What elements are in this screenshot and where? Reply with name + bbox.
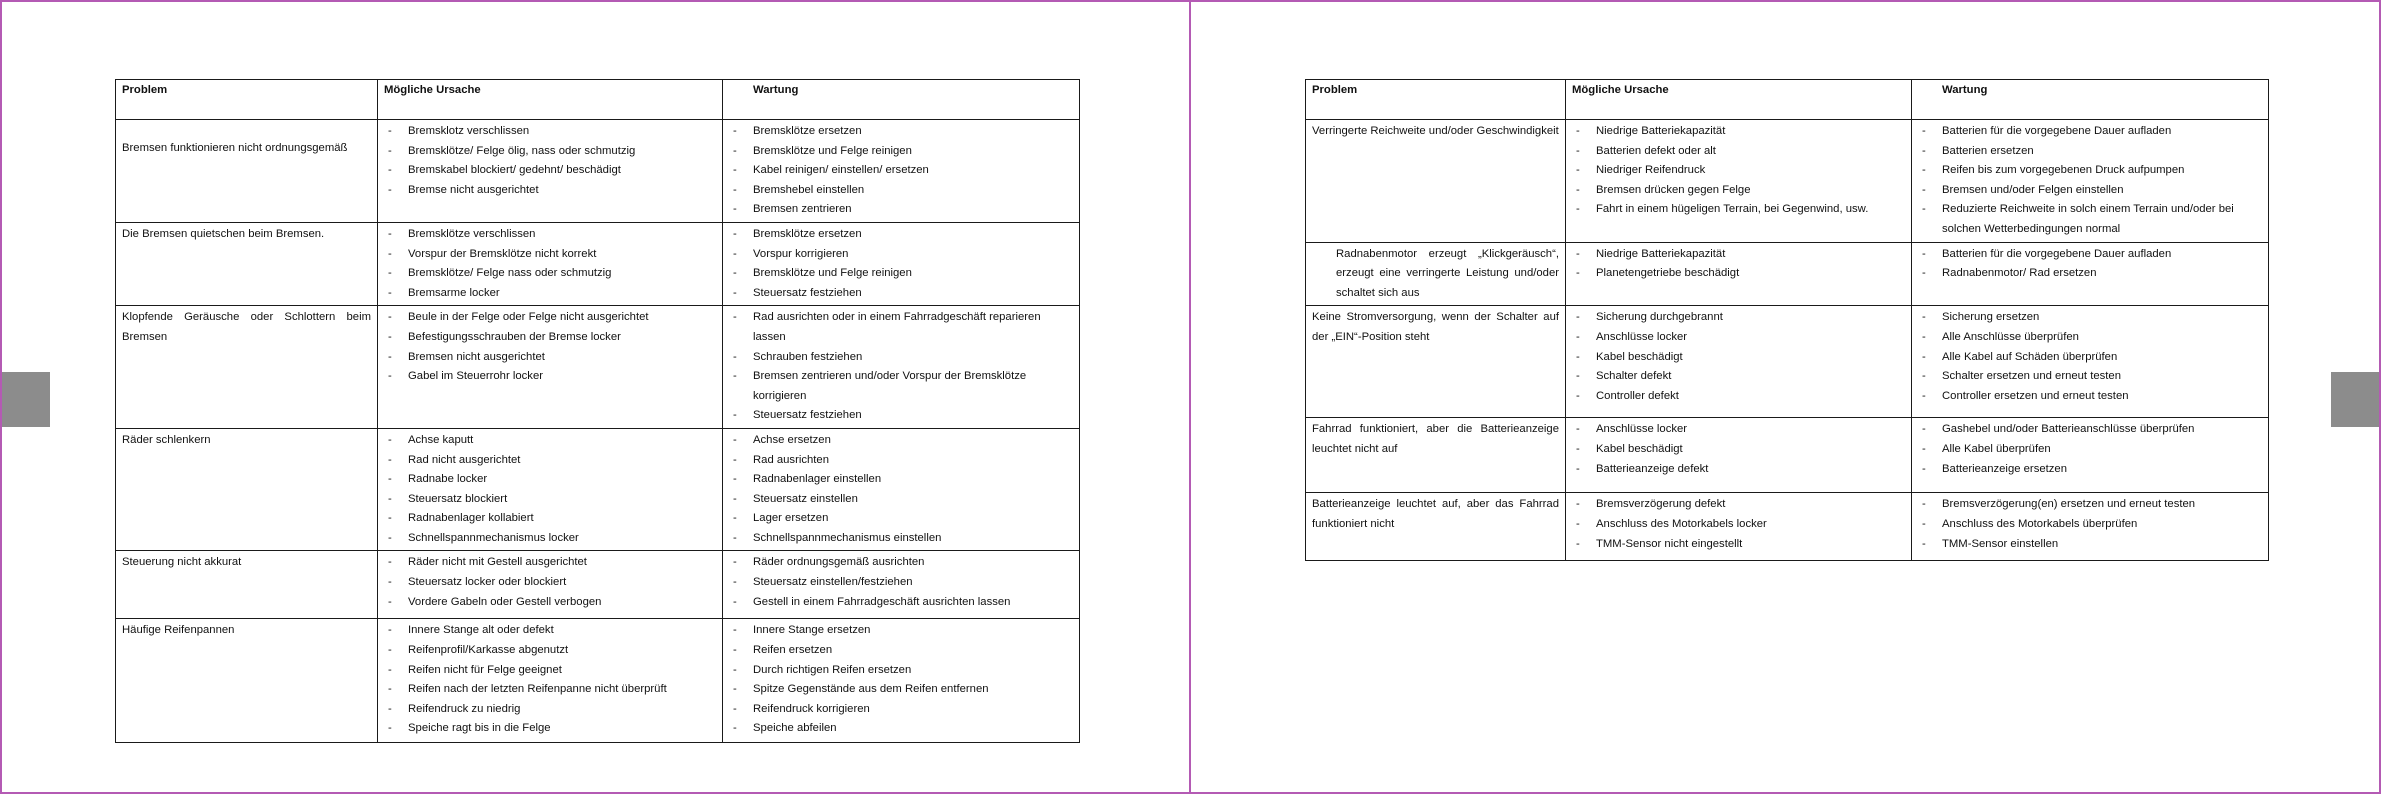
maintenance-item: - Bremsen zentrieren und/oder Vorspur der Bremsklötze korrigieren xyxy=(729,367,1073,406)
maintenance-cell xyxy=(1912,242,2269,306)
maintenance-item: - Steuersatz festziehen xyxy=(729,284,1073,304)
table-row xyxy=(1306,418,2269,493)
cause-item: - Bremsen nicht ausgerichtet xyxy=(384,348,716,368)
cause-item: - Radnabenlager kollabiert xyxy=(384,509,716,529)
cause-cell xyxy=(1566,242,1912,306)
maintenance-cell-list xyxy=(1918,420,2262,479)
right-page xyxy=(1190,0,2381,794)
cause-item: - Bremsklotz verschlissen xyxy=(384,122,716,142)
maintenance-item: - Bremsverzögerung(en) ersetzen und erneut testen xyxy=(1918,495,2262,515)
cause-item: - Reifen nach der letzten Reifenpanne nicht überprüft xyxy=(384,680,716,700)
maintenance-item: - Speiche abfeilen xyxy=(729,719,1073,739)
cause-cell-list xyxy=(384,431,716,549)
cause-item: - Steuersatz blockiert xyxy=(384,490,716,510)
cause-item: - Schalter defekt xyxy=(1572,367,1905,387)
cause-item: - Reifen nicht für Felge geeignet xyxy=(384,661,716,681)
header-maintenance: Wartung xyxy=(723,80,1080,120)
table-row xyxy=(116,428,1080,551)
cause-item: - Anschlüsse locker xyxy=(1572,328,1905,348)
maintenance-cell xyxy=(723,120,1080,223)
cause-item: - Bremskabel blockiert/ gedehnt/ beschädigt xyxy=(384,161,716,181)
cause-cell-list xyxy=(1572,122,1905,220)
cause-cell xyxy=(378,619,723,743)
cause-cell-list xyxy=(384,122,716,200)
maintenance-item: - Rad ausrichten xyxy=(729,451,1073,471)
cause-cell xyxy=(378,551,723,619)
maintenance-item: - Durch richtigen Reifen ersetzen xyxy=(729,661,1073,681)
troubleshooting-table-right xyxy=(1305,79,2269,561)
cause-item: - Bremsen drücken gegen Felge xyxy=(1572,181,1905,201)
cause-cell xyxy=(378,222,723,305)
header-problem: Problem xyxy=(1306,80,1566,120)
problem-cell: Radnabenmotor erzeugt „Klickgeräusch“, erzeugt eine verringerte Leistung und/oder schaltet sich aus xyxy=(1306,242,1566,306)
table-row xyxy=(1306,306,2269,418)
cause-item: - Reifenprofil/Karkasse abgenutzt xyxy=(384,641,716,661)
cause-cell-list xyxy=(384,308,716,386)
problem-cell: Räder schlenkern xyxy=(116,428,378,551)
maintenance-item: - Schrauben festziehen xyxy=(729,348,1073,368)
cause-cell xyxy=(1566,493,1912,561)
maintenance-cell-list xyxy=(1918,122,2262,240)
table-row xyxy=(1306,493,2269,561)
problem-cell: Batterieanzeige leuchtet auf, aber das Fahrrad funktioniert nicht xyxy=(1306,493,1566,561)
maintenance-cell xyxy=(723,551,1080,619)
maintenance-item: - Reifen ersetzen xyxy=(729,641,1073,661)
maintenance-item: - Kabel reinigen/ einstellen/ ersetzen xyxy=(729,161,1073,181)
maintenance-item: - Bremsklötze ersetzen xyxy=(729,122,1073,142)
cause-item: - Bremsverzögerung defekt xyxy=(1572,495,1905,515)
cause-item: - Kabel beschädigt xyxy=(1572,440,1905,460)
maintenance-item: - Reifen bis zum vorgegebenen Druck aufpumpen xyxy=(1918,161,2262,181)
cause-item: - Sicherung durchgebrannt xyxy=(1572,308,1905,328)
maintenance-item: - Bremsklötze und Felge reinigen xyxy=(729,142,1073,162)
cause-item: - Speiche ragt bis in die Felge xyxy=(384,719,716,739)
cause-item: - Niedriger Reifendruck xyxy=(1572,161,1905,181)
cause-cell xyxy=(1566,306,1912,418)
maintenance-cell-list xyxy=(729,122,1073,220)
maintenance-item: - Gashebel und/oder Batterieanschlüsse überprüfen xyxy=(1918,420,2262,440)
maintenance-item: - Bremsen zentrieren xyxy=(729,200,1073,220)
table-body-left xyxy=(116,120,1080,743)
maintenance-cell-list xyxy=(729,308,1073,426)
cause-item: - Steuersatz locker oder blockiert xyxy=(384,573,716,593)
cause-item: - Schnellspannmechanismus locker xyxy=(384,529,716,549)
maintenance-item: - Bremsen und/oder Felgen einstellen xyxy=(1918,181,2262,201)
table-header-row xyxy=(1306,80,2269,120)
problem-cell: Bremsen funktionieren nicht ordnungsgemäß xyxy=(116,120,378,223)
problem-cell: Die Bremsen quietschen beim Bremsen. xyxy=(116,222,378,305)
cause-item: - Radnabe locker xyxy=(384,470,716,490)
maintenance-item: - Gestell in einem Fahrradgeschäft ausrichten lassen xyxy=(729,593,1073,613)
cause-item: - Bremsklötze/ Felge ölig, nass oder schmutzig xyxy=(384,142,716,162)
maintenance-item: - Lager ersetzen xyxy=(729,509,1073,529)
maintenance-item: - Bremsklötze ersetzen xyxy=(729,225,1073,245)
cause-item: - Batterien defekt oder alt xyxy=(1572,142,1905,162)
maintenance-item: - Radnabenmotor/ Rad ersetzen xyxy=(1918,264,2262,284)
cause-item: - Kabel beschädigt xyxy=(1572,348,1905,368)
cause-item: - Niedrige Batteriekapazität xyxy=(1572,122,1905,142)
cause-item: - TMM-Sensor nicht eingestellt xyxy=(1572,535,1905,555)
maintenance-item: - Controller ersetzen und erneut testen xyxy=(1918,387,2262,407)
cause-cell-list xyxy=(384,225,716,303)
cause-item: - Innere Stange alt oder defekt xyxy=(384,621,716,641)
table-body-right xyxy=(1306,120,2269,561)
cause-cell xyxy=(378,306,723,429)
table-row xyxy=(116,306,1080,429)
maintenance-cell xyxy=(723,306,1080,429)
cause-cell-list xyxy=(1572,245,1905,284)
maintenance-cell xyxy=(723,222,1080,305)
maintenance-item: - Achse ersetzen xyxy=(729,431,1073,451)
maintenance-item: - TMM-Sensor einstellen xyxy=(1918,535,2262,555)
cause-cell-list xyxy=(384,621,716,739)
problem-cell: Verringerte Reichweite und/oder Geschwindigkeit xyxy=(1306,120,1566,243)
cause-item: - Räder nicht mit Gestell ausgerichtet xyxy=(384,553,716,573)
maintenance-cell xyxy=(1912,120,2269,243)
maintenance-cell xyxy=(723,428,1080,551)
cause-item: - Bremse nicht ausgerichtet xyxy=(384,181,716,201)
cause-cell xyxy=(378,428,723,551)
cause-cell-list xyxy=(1572,420,1905,479)
problem-cell: Steuerung nicht akkurat xyxy=(116,551,378,619)
cause-cell xyxy=(378,120,723,223)
table-row xyxy=(116,222,1080,305)
cause-item: - Rad nicht ausgerichtet xyxy=(384,451,716,471)
cause-cell-list xyxy=(384,553,716,612)
maintenance-item: - Steuersatz einstellen xyxy=(729,490,1073,510)
table-row xyxy=(116,551,1080,619)
cause-item: - Bremsarme locker xyxy=(384,284,716,304)
cause-item: - Gabel im Steuerrohr locker xyxy=(384,367,716,387)
maintenance-cell xyxy=(1912,306,2269,418)
maintenance-cell xyxy=(1912,493,2269,561)
maintenance-item: - Anschluss des Motorkabels überprüfen xyxy=(1918,515,2262,535)
maintenance-cell-list xyxy=(1918,245,2262,284)
cause-cell-list xyxy=(1572,495,1905,554)
cause-item: - Bremsklötze verschlissen xyxy=(384,225,716,245)
left-page-tab-marker xyxy=(2,372,50,427)
cause-cell xyxy=(1566,120,1912,243)
maintenance-cell-list xyxy=(1918,308,2262,406)
table-row xyxy=(1306,120,2269,243)
cause-cell-list xyxy=(1572,308,1905,406)
cause-item: - Beule in der Felge oder Felge nicht ausgerichtet xyxy=(384,308,716,328)
cause-item: - Befestigungsschrauben der Bremse locker xyxy=(384,328,716,348)
table-header-row xyxy=(116,80,1080,120)
maintenance-item: - Räder ordnungsgemäß ausrichten xyxy=(729,553,1073,573)
table-row xyxy=(1306,242,2269,306)
cause-item: - Vorspur der Bremsklötze nicht korrekt xyxy=(384,245,716,265)
maintenance-item: - Batterieanzeige ersetzen xyxy=(1918,460,2262,480)
maintenance-item: - Alle Kabel überprüfen xyxy=(1918,440,2262,460)
maintenance-item: - Sicherung ersetzen xyxy=(1918,308,2262,328)
maintenance-item: - Schalter ersetzen und erneut testen xyxy=(1918,367,2262,387)
right-page-tab-marker xyxy=(2331,372,2379,427)
maintenance-item: - Bremshebel einstellen xyxy=(729,181,1073,201)
header-maintenance: Wartung xyxy=(1912,80,2269,120)
maintenance-cell xyxy=(1912,418,2269,493)
maintenance-item: - Vorspur korrigieren xyxy=(729,245,1073,265)
cause-item: - Reifendruck zu niedrig xyxy=(384,700,716,720)
cause-item: - Bremsklötze/ Felge nass oder schmutzig xyxy=(384,264,716,284)
cause-item: - Planetengetriebe beschädigt xyxy=(1572,264,1905,284)
table-row xyxy=(116,120,1080,223)
maintenance-item: - Radnabenlager einstellen xyxy=(729,470,1073,490)
problem-cell: Fahrrad funktioniert, aber die Batterieanzeige leuchtet nicht auf xyxy=(1306,418,1566,493)
header-cause: Mögliche Ursache xyxy=(378,80,723,120)
maintenance-item: - Alle Kabel auf Schäden überprüfen xyxy=(1918,348,2262,368)
cause-item: - Anschluss des Motorkabels locker xyxy=(1572,515,1905,535)
maintenance-cell xyxy=(723,619,1080,743)
left-page xyxy=(0,0,1190,794)
troubleshooting-table-left xyxy=(115,79,1080,743)
maintenance-cell-list xyxy=(729,431,1073,549)
cause-cell xyxy=(1566,418,1912,493)
problem-cell: Häufige Reifenpannen xyxy=(116,619,378,743)
maintenance-item: - Reifendruck korrigieren xyxy=(729,700,1073,720)
problem-cell: Klopfende Geräusche oder Schlottern beim Bremsen xyxy=(116,306,378,429)
cause-item: - Achse kaputt xyxy=(384,431,716,451)
cause-item: - Niedrige Batteriekapazität xyxy=(1572,245,1905,265)
maintenance-item: - Rad ausrichten oder in einem Fahrradgeschäft reparieren lassen xyxy=(729,308,1073,347)
maintenance-item: - Batterien für die vorgegebene Dauer aufladen xyxy=(1918,245,2262,265)
maintenance-item: - Reduzierte Reichweite in solch einem Terrain und/oder bei solchen Wetterbedingungen normal xyxy=(1918,200,2262,239)
maintenance-cell-list xyxy=(729,553,1073,612)
cause-item: - Vordere Gabeln oder Gestell verbogen xyxy=(384,593,716,613)
maintenance-item: - Batterien ersetzen xyxy=(1918,142,2262,162)
maintenance-item: - Bremsklötze und Felge reinigen xyxy=(729,264,1073,284)
problem-cell: Keine Stromversorgung, wenn der Schalter auf der „EIN“-Position steht xyxy=(1306,306,1566,418)
header-problem: Problem xyxy=(116,80,378,120)
maintenance-cell-list xyxy=(729,225,1073,303)
cause-item: - Anschlüsse locker xyxy=(1572,420,1905,440)
cause-item: - Fahrt in einem hügeligen Terrain, bei Gegenwind, usw. xyxy=(1572,200,1905,220)
table-row xyxy=(116,619,1080,743)
maintenance-item: - Alle Anschlüsse überprüfen xyxy=(1918,328,2262,348)
maintenance-cell-list xyxy=(729,621,1073,739)
maintenance-item: - Spitze Gegenstände aus dem Reifen entfernen xyxy=(729,680,1073,700)
maintenance-item: - Steuersatz einstellen/festziehen xyxy=(729,573,1073,593)
maintenance-item: - Innere Stange ersetzen xyxy=(729,621,1073,641)
cause-item: - Controller defekt xyxy=(1572,387,1905,407)
maintenance-item: - Schnellspannmechanismus einstellen xyxy=(729,529,1073,549)
header-cause: Mögliche Ursache xyxy=(1566,80,1912,120)
cause-item: - Batterieanzeige defekt xyxy=(1572,460,1905,480)
maintenance-item: - Batterien für die vorgegebene Dauer aufladen xyxy=(1918,122,2262,142)
maintenance-cell-list xyxy=(1918,495,2262,554)
maintenance-item: - Steuersatz festziehen xyxy=(729,406,1073,426)
